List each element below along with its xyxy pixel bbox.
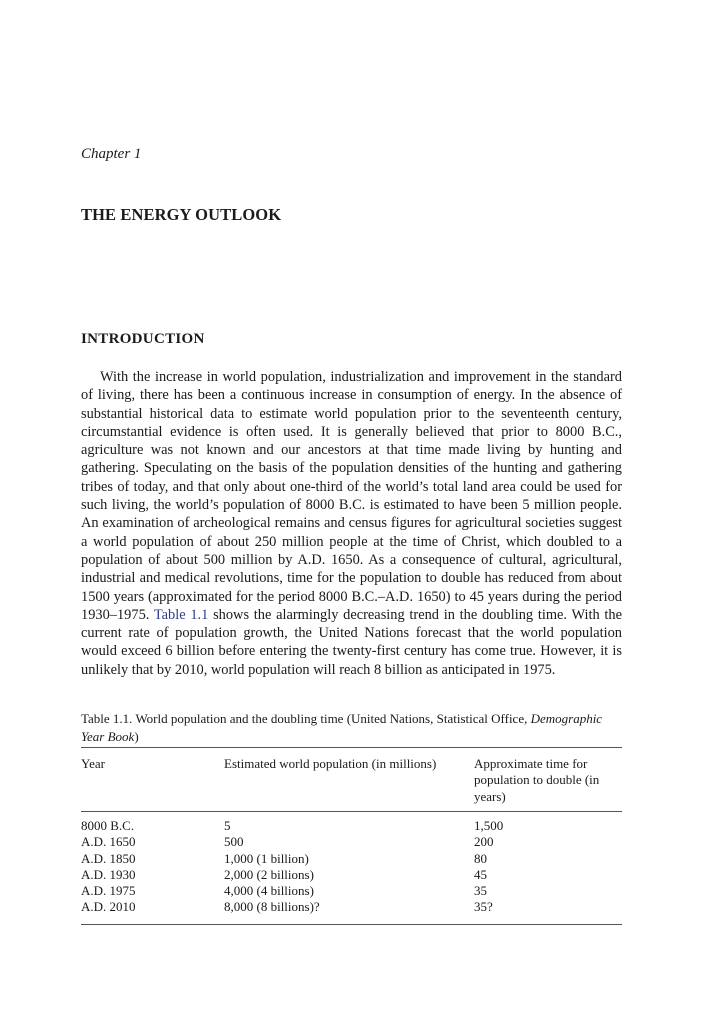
table-row [81, 851, 622, 867]
cell-year: A.D. 1975 [81, 883, 136, 899]
cell-doubling: 1,500 [474, 818, 504, 833]
cell-population: 8,000 (8 billions)? [224, 899, 320, 915]
cell-year: A.D. 1930 [81, 866, 136, 882]
cell-year: A.D. 1650 [81, 834, 136, 850]
cell-year: A.D. 1850 [81, 850, 136, 866]
cell-doubling: 45 [474, 866, 487, 882]
cell-year: 8000 B.C. [81, 818, 135, 833]
chapter-title: THE ENERGY OUTLOOK [81, 205, 282, 224]
body-text-part2: shows the alarmingly decreasing trend in the doubling time. With the current rate of population growth, the United Nations forecast that the world population would exceed 6 billion before entering the twenty-first century has come true. However, it is unlikely that by 2010, world population will reach 8 billion as anticipated in 1975. [81, 606, 622, 678]
cell-doubling: 200 [474, 834, 494, 850]
chapter-label: Chapter 1 [81, 146, 142, 162]
header-population: Estimated world population (in millions) [224, 756, 437, 771]
body-text-part1: With the increase in world population, industrialization and improvement in the standard of living, there has been a continuous increase in consumption of energy. In the absence of substantial historical data to estimate world population prior to the seventeenth century, circumstantial evidence is often used. It is generally believed that prior to 8000 B.C., agriculture was not known and our ancestors at that time made living by hunting and gathering. Speculating on the basis of the population densities of the hunting and gathering tribes of today, and that only about one-third of the world’s total land area could be used for such living, the world’s population of 8000 B.C. is estimated to have been 5 million people. An examination of archeological remains and census figures for agricultural societies suggest a world population of about 250 million people at the time of Christ, which doubled to a population of about 500 million by A.D. 1650. As a consequence of cultural, agricultural, industrial and medical revolutions, time for the population to double has reduced from about 1500 years (approximated for the period 8000 B.C.–A.D. 1650) to 45 years during the period 1930–1975. [81, 369, 622, 623]
table-row [81, 899, 622, 915]
header-doubling: Approximate time for population to double (in years) [474, 756, 600, 804]
table-caption-source: Demographic Year Book [81, 711, 603, 744]
table-row [81, 867, 622, 883]
cell-doubling: 35? [474, 899, 493, 915]
table-spacer [81, 808, 622, 818]
table-row [81, 834, 622, 850]
table-bottom-rule [81, 924, 622, 925]
cell-population: 2,000 (2 billions) [224, 866, 314, 882]
table-caption-prefix: Table 1.1. World population and the doubling time (United Nations, Statistical Office, [81, 711, 528, 726]
cell-population: 1,000 (1 billion) [224, 850, 309, 866]
cell-year: A.D. 2010 [81, 899, 136, 915]
table-row [81, 818, 622, 834]
table-header-row [81, 756, 622, 808]
table-reference-link[interactable]: Table 1.1 [153, 606, 209, 623]
section-heading: INTRODUCTION [81, 331, 205, 347]
cell-doubling: 80 [474, 850, 487, 866]
table-top-rule [81, 747, 622, 748]
table-caption-suffix: ) [134, 729, 139, 744]
table-row [81, 883, 622, 899]
cell-population: 5 [224, 818, 231, 833]
cell-population: 500 [224, 834, 244, 850]
body-paragraph [81, 368, 622, 679]
cell-doubling: 35 [474, 883, 487, 899]
cell-population: 4,000 (4 billions) [224, 883, 314, 899]
header-year: Year [81, 756, 105, 771]
population-table [81, 756, 622, 916]
table-caption [81, 710, 622, 746]
